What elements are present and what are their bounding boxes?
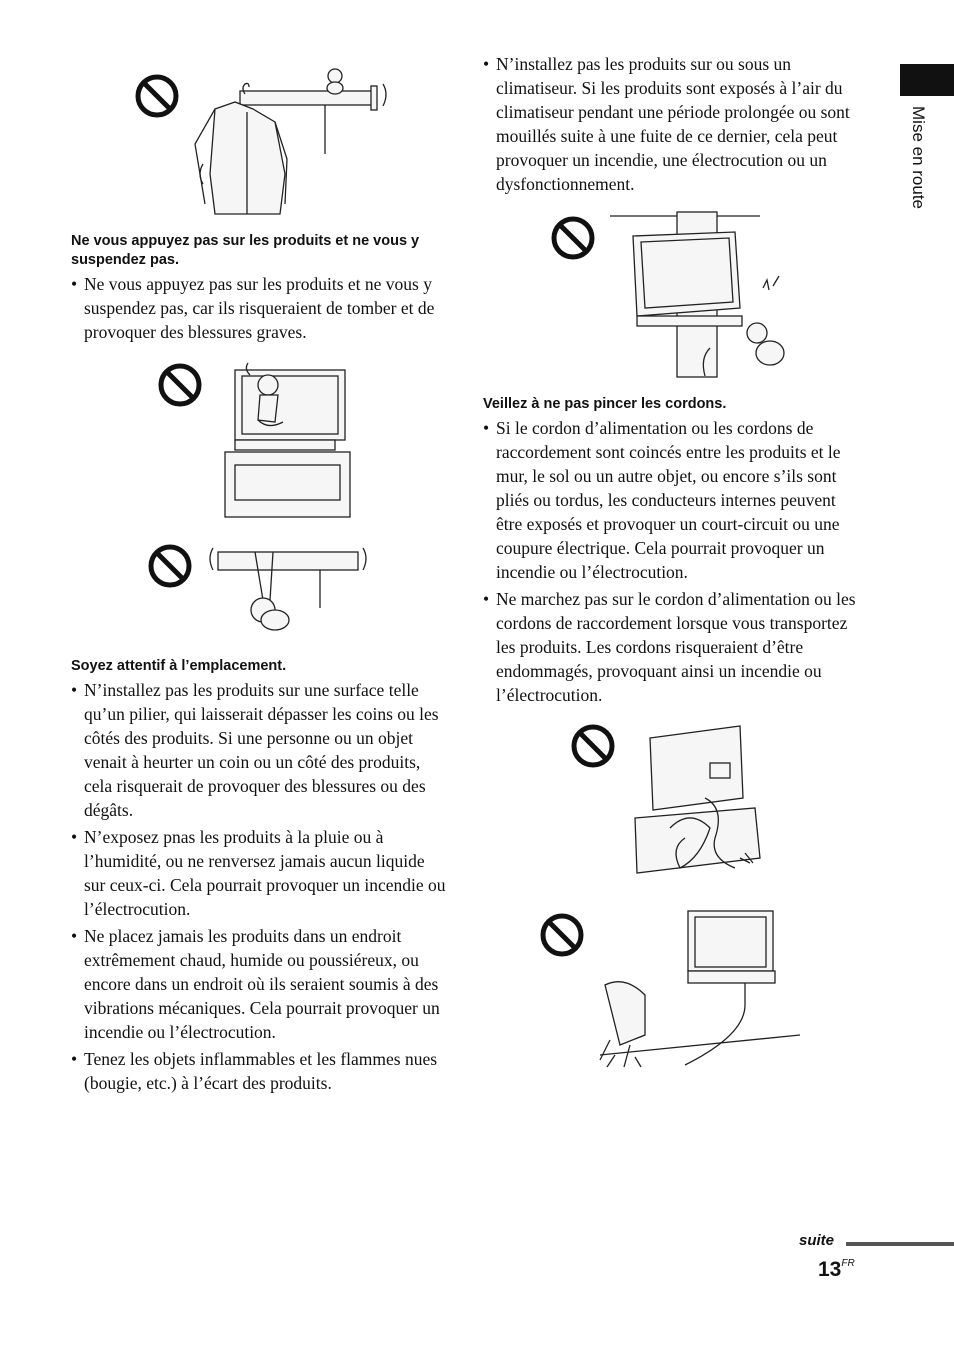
list-item	[71, 825, 446, 921]
prohibition-icon	[151, 547, 189, 585]
prohibition-icon	[138, 77, 176, 115]
prohibition-icon	[543, 916, 581, 954]
soundbar-shape	[240, 91, 375, 105]
child-shape	[747, 323, 767, 343]
list-item-text: Tenez les objets inflammables et les flammes nues (bougie, etc.) à l’écart des produits.	[84, 1049, 438, 1093]
bullet-list-cords	[483, 416, 858, 710]
tv-stand-shape	[635, 808, 760, 873]
list-item-text: N’installez pas les produits sur une surface telle qu’un pilier, qui laisserait dépasser les coins ou les côtés des produits. Si une personne ou un objet venait à heurter un coin ou un côté des produits, cela risquerait de provoquer des blessures ou des dégâts.	[84, 680, 439, 820]
figure-tv-pillar	[545, 208, 795, 383]
list-item	[71, 1047, 446, 1095]
tv-shape	[235, 370, 345, 440]
figure-child-hanging-tv	[150, 360, 370, 525]
chair-shape	[605, 982, 645, 1045]
figure-tv-tangled-cords	[565, 718, 785, 883]
continued-arrow-line	[846, 1242, 954, 1246]
figure-coat-on-soundbar	[135, 64, 395, 224]
list-item-text: Ne marchez pas sur le cordon d’alimentation ou les cordons de raccordement lorsque vous transportez les produits. Les cordons risqueraient d’être endommagés, provoquant ainsi un incendie ou l’électrocution.	[496, 589, 856, 705]
page-number-suffix: FR	[841, 1258, 855, 1269]
bullet-marker: •	[71, 926, 78, 946]
list-item	[71, 678, 446, 822]
bullet-list-air-conditioner	[483, 52, 858, 199]
bullet-marker: •	[71, 827, 78, 847]
tv-shape	[633, 232, 740, 316]
bullet-list-placement	[71, 678, 446, 1098]
list-item	[483, 52, 858, 196]
section-heading-placement: Soyez attentif à l’emplacement.	[71, 658, 287, 674]
child-shape	[258, 375, 278, 395]
bullet-marker: •	[71, 680, 78, 700]
continued-label: suite	[799, 1232, 835, 1249]
tv-back-shape	[650, 726, 743, 810]
bullet-marker: •	[71, 274, 78, 294]
section-label: Mise en route	[909, 106, 928, 209]
list-item-text: Ne vous appuyez pas sur les produits et ne vous y suspendez pas, car ils risqueraient de tomber et de provoquer des blessures graves.	[84, 274, 435, 342]
list-item	[71, 924, 446, 1044]
bullet-marker: •	[483, 589, 490, 609]
prohibition-icon	[554, 219, 592, 257]
list-item	[71, 272, 446, 344]
list-item-text: N’exposez pnas les produits à la pluie ou à l’humidité, ou ne renversez jamais aucun liquide sur ceux-ci. Cela pourrait provoquer un incendie ou l’électrocution.	[84, 827, 446, 919]
list-item	[483, 587, 858, 707]
figure-child-hanging-soundbar	[145, 540, 370, 640]
list-item	[483, 416, 858, 584]
bullet-marker: •	[71, 1049, 78, 1069]
section-tab-marker	[900, 64, 954, 96]
list-item-text: Si le cordon d’alimentation ou les cordons de raccordement sont coincés entre les produits et le mur, le sol ou un autre objet, ou encore s’ils sont pliés ou tordus, les conducteurs internes peuvent être exposés et provoquer un court-circuit ou une coupure électrique. Cela pourrait provoquer un incendie ou l’électrocution.	[496, 418, 841, 582]
soundbar-shape	[218, 552, 358, 570]
page-number-value: 13	[818, 1258, 842, 1281]
cord-shape	[685, 983, 745, 1065]
prohibition-icon	[574, 727, 612, 765]
tv-stand-shape	[225, 452, 350, 517]
bullet-marker: •	[483, 54, 490, 74]
bullet-marker: •	[483, 418, 490, 438]
tv-shape	[688, 911, 773, 971]
figure-chair-on-cord	[540, 905, 805, 1080]
teddy-bear-shape	[328, 69, 342, 83]
list-item-text: Ne placez jamais les produits dans un endroit extrêmement chaud, humide ou poussiéreux, ou encore dans un endroit où ils seraient soumis à des vibrations mécaniques. Cela pourrait provoquer un incendie ou l’électrocution.	[84, 926, 440, 1042]
bullet-list-no-lean	[71, 272, 446, 347]
section-heading-cords: Veillez à ne pas pincer les cordons.	[483, 396, 727, 412]
page-number	[818, 1258, 855, 1282]
prohibition-icon	[161, 366, 199, 404]
list-item-text: N’installez pas les produits sur ou sous un climatiseur. Si les produits sont exposés à l’air du climatiseur pendant une période prolongée ou sont mouillés suite à une fuite de ce dernier, cela peut provoquer un incendie, une électrocution ou un dysfonctionnement.	[496, 54, 850, 194]
section-heading-no-lean: Ne vous appuyez pas sur les produits et ne vous y suspendez pas.	[71, 233, 420, 268]
